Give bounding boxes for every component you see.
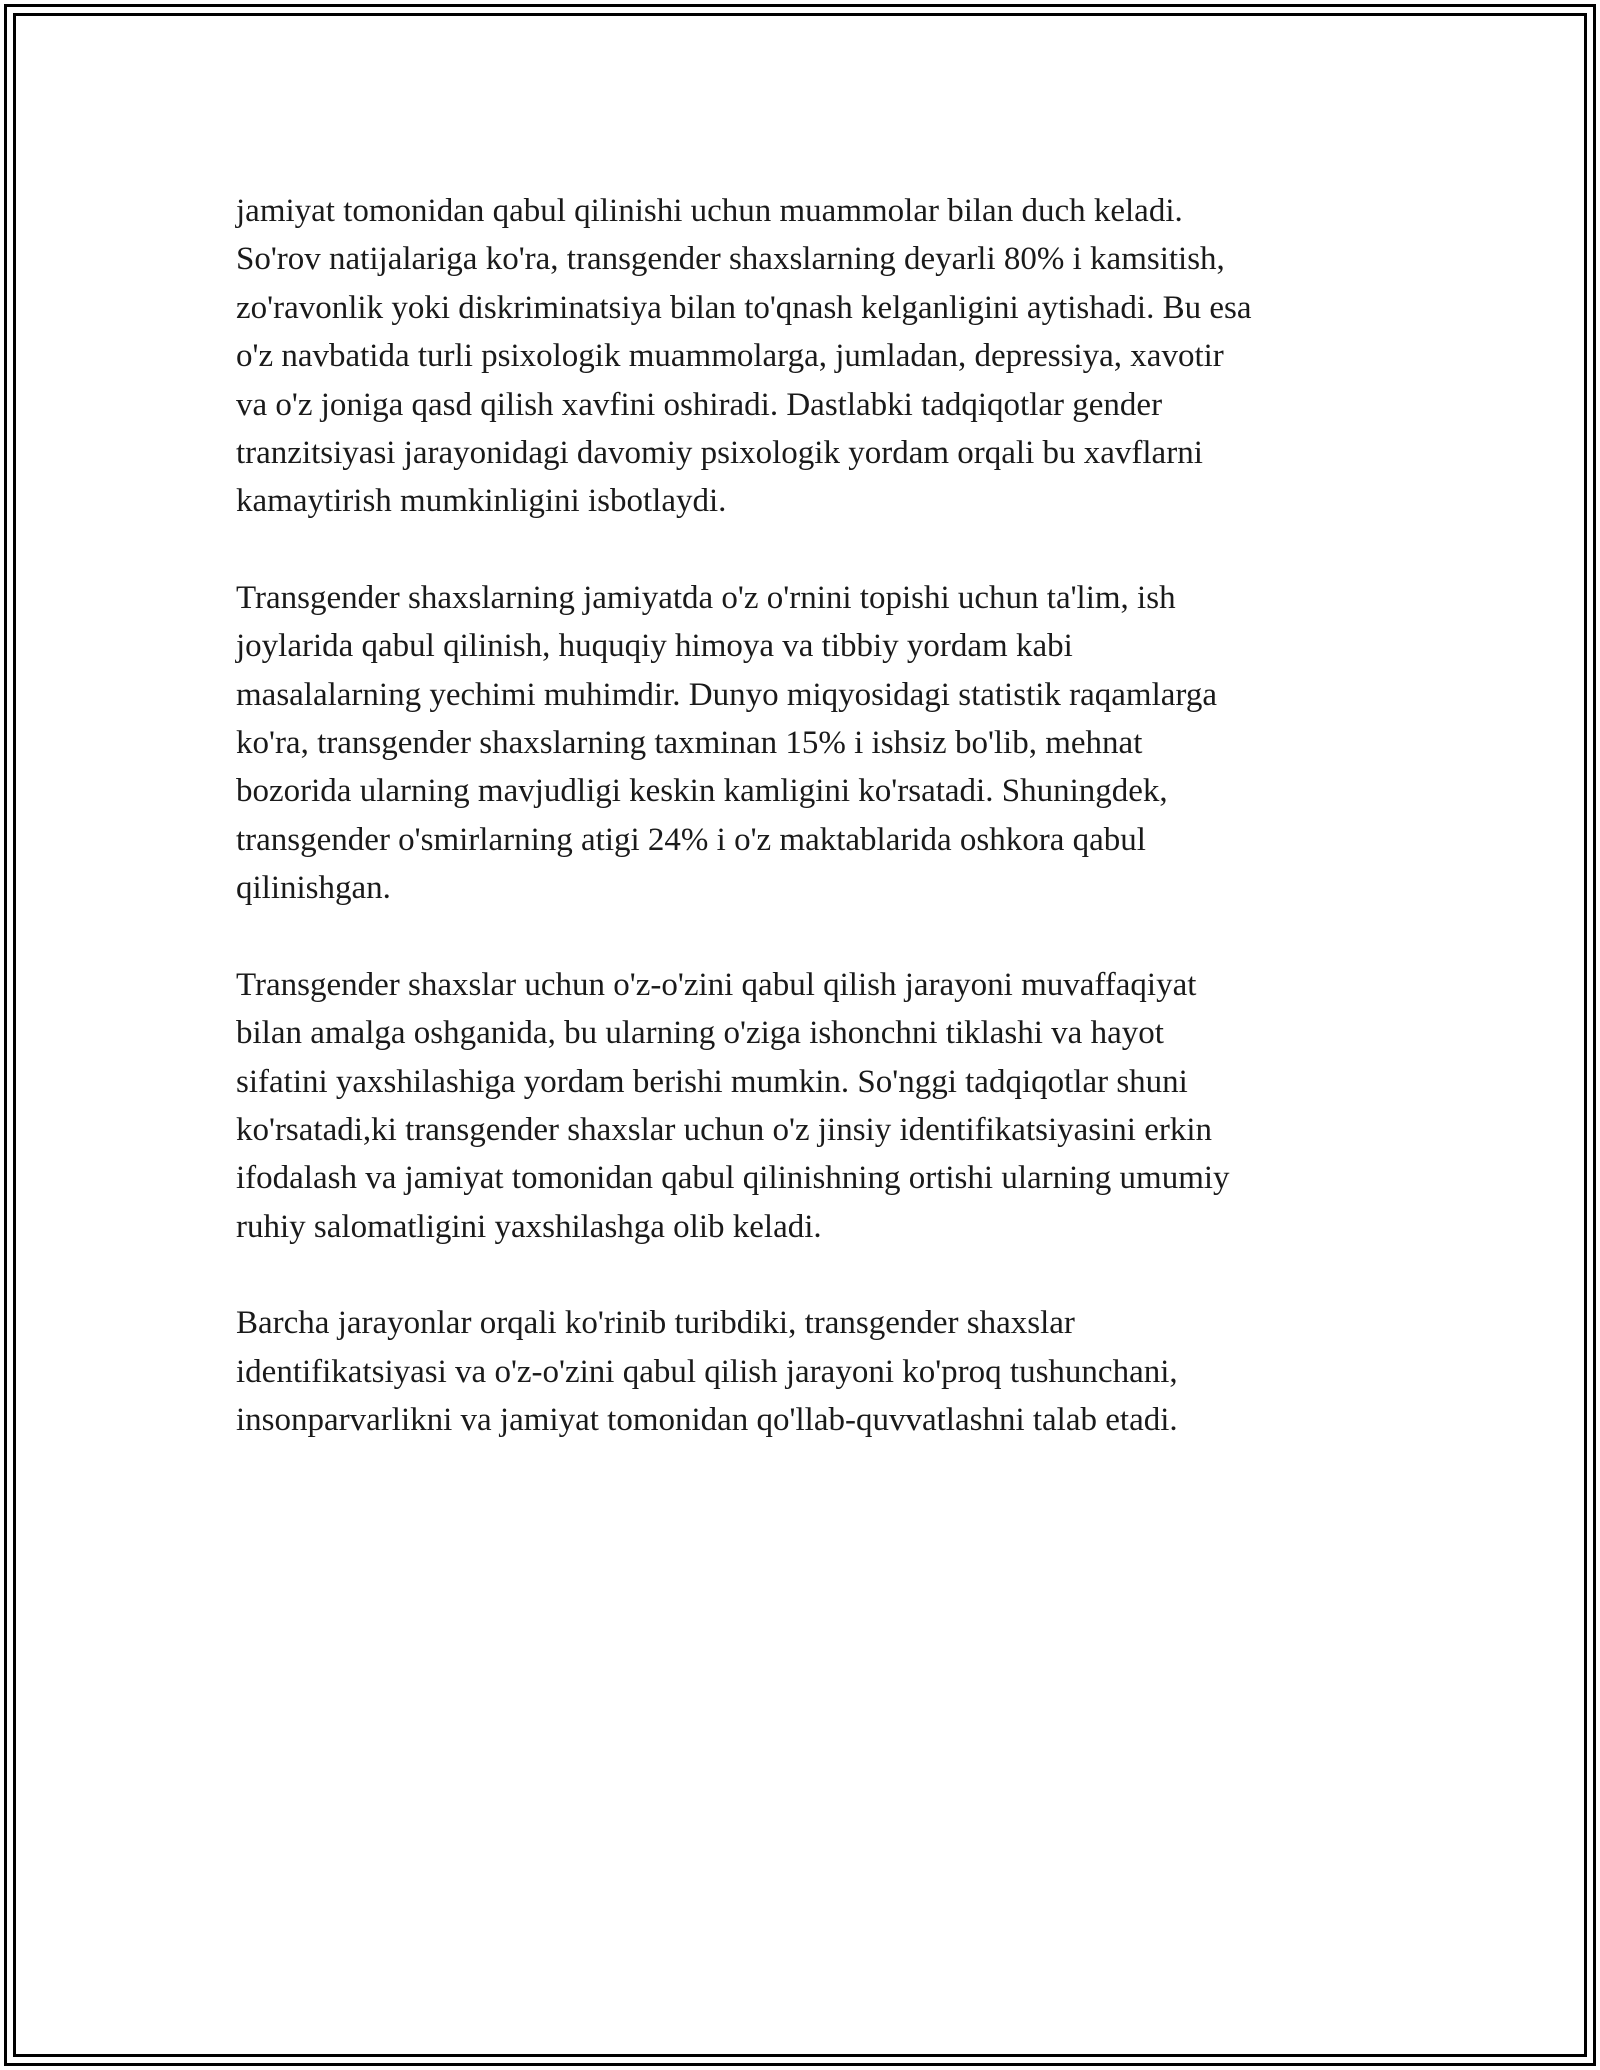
- text-line: Transgender shaxslar uchun o'z-o'zini qabul qilish jarayoni muvaffaqiyat: [236, 966, 1197, 1003]
- text-line: kamaytirish mumkinligini isbotlaydi.: [236, 483, 727, 520]
- text-line: ruhiy salomatligini yaxshilashga olib keladi.: [236, 1208, 822, 1245]
- text-line: o'z navbatida turli psixologik muammolarga, jumladan, depressiya, xavotir: [236, 338, 1224, 375]
- text-line: ifodalash va jamiyat tomonidan qabul qilinishning ortishi ularning umumiy: [236, 1160, 1230, 1197]
- text-line: joylarida qabul qilinish, huquqiy himoya va tibbiy yordam kabi: [236, 628, 1073, 665]
- text-line: Barcha jarayonlar orqali ko'rinib turibdiki, transgender shaxslar: [236, 1305, 1075, 1342]
- paragraph-3: [236, 961, 1376, 1251]
- paragraph-4: [236, 1299, 1376, 1444]
- text-line: sifatini yaxshilashiga yordam berishi mumkin. So'nggi tadqiqotlar shuni: [236, 1063, 1188, 1100]
- text-line: qilinishgan.: [236, 870, 391, 907]
- text-line: Transgender shaxslarning jamiyatda o'z o'rnini topishi uchun ta'lim, ish: [236, 579, 1176, 616]
- text-line: masalalarning yechimi muhimdir. Dunyo miqyosidagi statistik raqamlarga: [236, 676, 1217, 713]
- document-body: [236, 187, 1376, 1492]
- text-line: identifikatsiyasi va o'z-o'zini qabul qilish jarayoni ko'proq tushunchani,: [236, 1353, 1178, 1390]
- text-line: bozorida ularning mavjudligi keskin kamligini ko'rsatadi. Shuningdek,: [236, 773, 1168, 810]
- text-line: ko'ra, transgender shaxslarning taxminan 15% i ishsiz bo'lib, mehnat: [236, 725, 1143, 762]
- paragraph-1: [236, 187, 1376, 526]
- text-line: ko'rsatadi,ki transgender shaxslar uchun o'z jinsiy identifikatsiyasini erkin: [236, 1111, 1212, 1148]
- text-line: tranzitsiyasi jarayonidagi davomiy psixologik yordam orqali bu xavflarni: [236, 435, 1203, 472]
- text-line: jamiyat tomonidan qabul qilinishi uchun muammolar bilan duch keladi.: [236, 193, 1183, 229]
- text-line: transgender o'smirlarning atigi 24% i o'z maktablarida oshkora qabul: [236, 821, 1146, 858]
- paragraph-2: [236, 574, 1376, 913]
- text-line: va o'z joniga qasd qilish xavfini oshiradi. Dastlabki tadqiqotlar gender: [236, 386, 1163, 423]
- text-line: zo'ravonlik yoki diskriminatsiya bilan to'qnash kelganligini aytishadi. Bu esa: [236, 289, 1252, 326]
- text-line: insonparvarlikni va jamiyat tomonidan qo'llab-quvvatlashni talab etadi.: [236, 1401, 1178, 1438]
- text-line: So'rov natijalariga ko'ra, transgender shaxslarning deyarli 80% i kamsitish,: [236, 241, 1225, 278]
- text-line: bilan amalga oshganida, bu ularning o'ziga ishonchni tiklashi va hayot: [236, 1015, 1164, 1052]
